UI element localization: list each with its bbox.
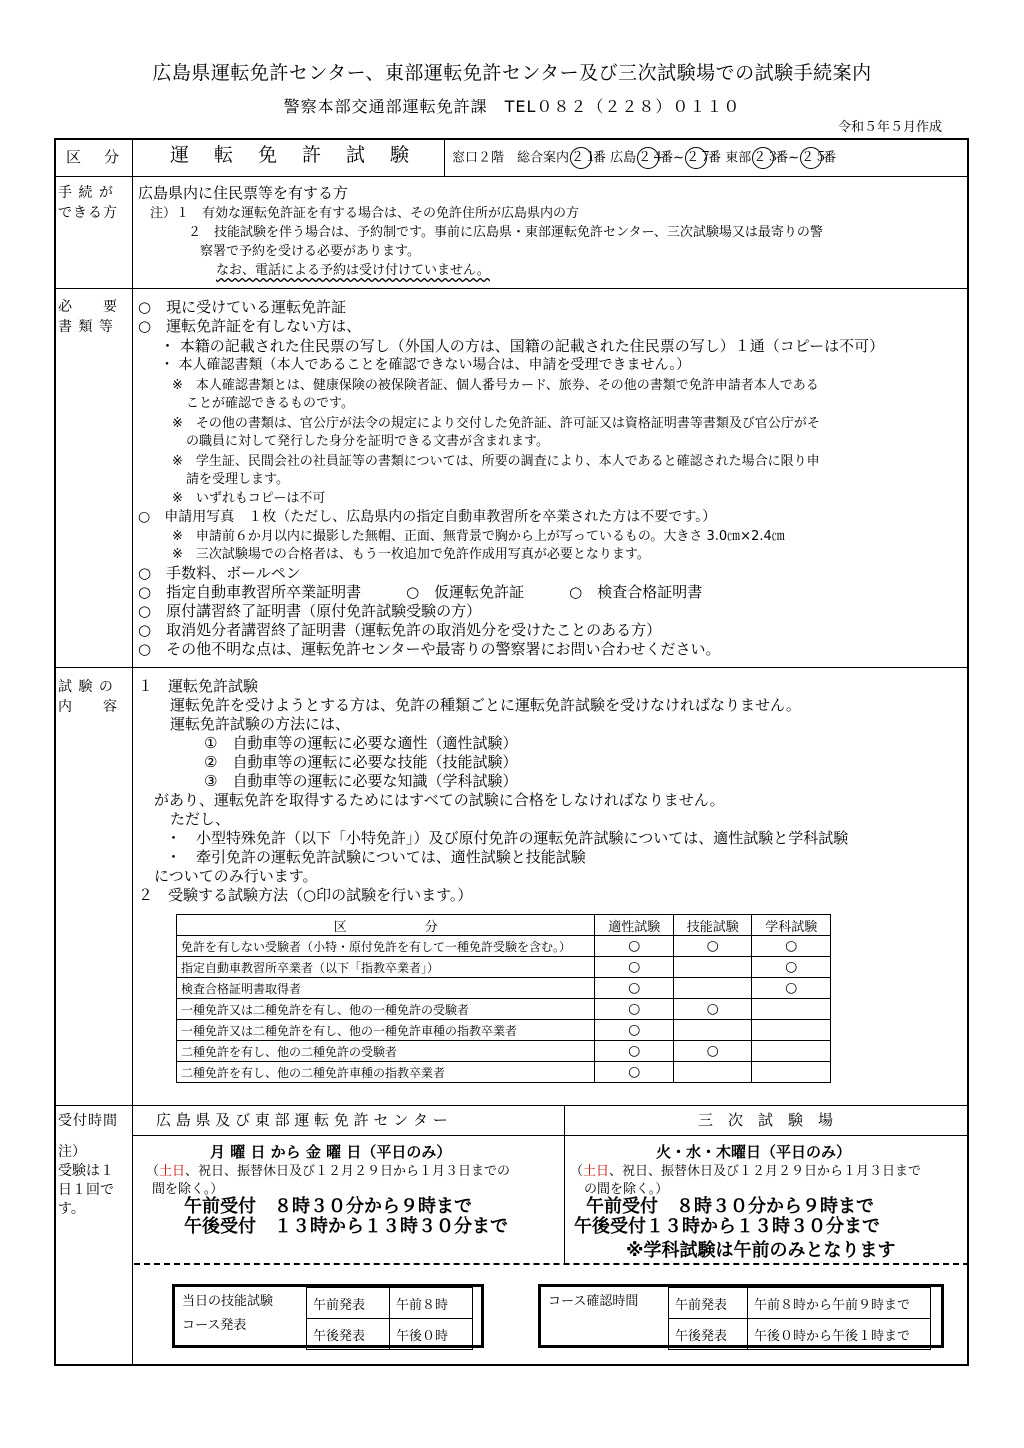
documents-label: 書 類 等 xyxy=(58,319,114,335)
table-cell-mark: ○ xyxy=(595,957,674,978)
table-cell-mark: ○ xyxy=(673,1041,752,1062)
course-check-label: コース確認時間 xyxy=(548,1294,639,1309)
eligibility-line: ２ 技能試験を伴う場合は、予約制です。事前に広島県・東部運転免許センター、三次試験場又は最寄りの警 xyxy=(188,225,823,240)
reception-note: 注） xyxy=(58,1144,86,1160)
table-cell-mark: ○ xyxy=(752,957,831,978)
content-line: ① 自動車等の運転に必要な適性（適性試験） xyxy=(204,734,518,752)
skill-course-label: 当日の技能試験 xyxy=(182,1294,274,1309)
document-line: ○ 原付講習終了証明書（原付免許試験受験の方） xyxy=(138,602,482,620)
content-line: ③ 自動車等の運転に必要な知識（学科試験） xyxy=(204,772,518,790)
documents-label: 必 要 xyxy=(58,299,118,315)
table-cell-mark xyxy=(673,957,752,978)
weekend-red: 土日 xyxy=(159,1164,186,1179)
table-cell-mark xyxy=(752,999,831,1020)
right-am-hours: 午前受付 ８時３０分から９時まで xyxy=(586,1196,874,1217)
left-pm-hours: 午後受付 １３時から１３時３０分まで xyxy=(184,1216,508,1237)
table-row xyxy=(177,978,831,999)
document-line: ○ 指定自動車教習所卒業証明書 ○ 仮運転免許証 ○ 検査合格証明書 xyxy=(138,583,703,601)
label-column-divider xyxy=(132,138,133,1366)
document-line: ※ 本人確認書類とは、健康保険の被保険者証、個人番号カード、旅券、その他の書類で免許申請者本人である xyxy=(172,378,819,393)
table-cell-mark: ○ xyxy=(595,978,674,999)
course-cell: 午後０時 xyxy=(390,1319,473,1350)
document-line: ※ 申請前６か月以内に撮影した無帽、正面、無背景で胸から上が写っているもの。大きさ 3.0㎝×2.4㎝ xyxy=(172,529,785,544)
table-cell-mark xyxy=(752,1041,831,1062)
document-line: 請を受理します。 xyxy=(186,472,289,487)
reception-note: す。 xyxy=(58,1201,85,1217)
column-divider xyxy=(444,138,445,176)
window-prefix: 窓口２階 総合案内 xyxy=(452,150,570,166)
exam-method-table xyxy=(176,914,831,1083)
table-header-test: 技能試験 xyxy=(673,915,752,936)
content-line: １ 運転免許試験 xyxy=(138,677,259,695)
row-divider xyxy=(54,176,969,177)
created-date: 令和５年５月作成 xyxy=(837,120,942,135)
course-cell: 午前発表 xyxy=(307,1288,390,1319)
window-info xyxy=(452,147,836,169)
table-row xyxy=(177,999,831,1020)
left-am-hours: 午前受付 ８時３０分から９時まで xyxy=(184,1196,472,1217)
window-sep: 番 xyxy=(823,150,837,166)
content-line: ただし、 xyxy=(170,810,231,828)
window-sep: 番~ xyxy=(775,150,800,166)
table-cell-mark: ○ xyxy=(752,936,831,957)
table-row xyxy=(177,1062,831,1083)
content-line: 運転免許試験の方法には、 xyxy=(170,715,351,733)
table-cell-mark: ○ xyxy=(673,999,752,1020)
document-line: ○ 申請用写真 １枚（ただし、広島県内の指定自動車教習所を卒業された方は不要です。） xyxy=(138,509,717,525)
content-label: 試 験 の xyxy=(58,679,114,695)
right-center-heading: 三 次 試 験 場 xyxy=(698,1111,834,1129)
window-sep: 番~ xyxy=(660,150,685,166)
column-divider xyxy=(564,1105,565,1263)
window-number-27: ２７ xyxy=(685,147,707,169)
exam-heading: 運 転 免 許 試 験 xyxy=(170,144,413,166)
left-holidays-cont: 間を除く。） xyxy=(152,1182,224,1197)
left-center-heading: 広 島 県 及 び 東 部 運 転 免 許 セ ン タ ー xyxy=(156,1111,448,1129)
course-cell: 午後発表 xyxy=(669,1319,748,1350)
table-cell-category: 指定自動車教習所卒業者（以下「指教卒業者」） xyxy=(177,957,595,978)
content-line: があり、運転免許を取得するためにはすべての試験に合格をしなければなりません。 xyxy=(154,791,725,809)
table-cell-category: 二種免許を有し、他の二種免許の受験者 xyxy=(177,1041,595,1062)
document-line: ○ 現に受けている運転免許証 xyxy=(138,298,347,316)
course-check-table xyxy=(668,1287,931,1350)
table-cell-mark: ○ xyxy=(595,1041,674,1062)
right-holidays-cont: の間を除く。） xyxy=(584,1182,669,1197)
page-title: 広島県運転免許センター、東部運転免許センター及び三次試験場での試験手続案内 xyxy=(152,62,872,84)
table-cell-mark: ○ xyxy=(673,936,752,957)
row-divider xyxy=(132,1135,969,1136)
course-cell: 午前８時 xyxy=(390,1288,473,1319)
table-cell-mark: ○ xyxy=(595,999,674,1020)
row-divider xyxy=(54,667,969,668)
dashed-divider xyxy=(134,1263,969,1265)
document-line: ・ 本籍の記載された住民票の写し（外国人の方は、国籍の記載された住民票の写し）１通（コピーは不可） xyxy=(160,337,885,355)
skill-course-label: コース発表 xyxy=(182,1318,247,1333)
window-sep: 番 東部 xyxy=(708,150,752,166)
right-days: 火・水・木曜日（平日のみ） xyxy=(656,1143,852,1161)
table-header-test: 適性試験 xyxy=(595,915,674,936)
content-line: ② 自動車等の運転に必要な技能（技能試験） xyxy=(204,753,518,771)
content-line: ２ 受験する試験方法（○印の試験を行います。） xyxy=(138,886,473,904)
document-line: ことが確認できるものです。 xyxy=(186,396,354,411)
table-row xyxy=(177,1020,831,1041)
window-sep: 番 広島 xyxy=(593,150,637,166)
weekend-red: 土日 xyxy=(583,1164,610,1179)
table-cell-category: 検査合格証明書取得者 xyxy=(177,978,595,999)
content-label: 内 容 xyxy=(58,699,118,715)
document-line: の職員に対して発行した身分を証明できる文書が含まれます。 xyxy=(186,434,549,449)
document-line: ○ 運転免許証を有しない方は、 xyxy=(138,317,362,335)
row-divider xyxy=(54,1105,969,1106)
right-holidays xyxy=(570,1163,921,1181)
table-cell-category: 一種免許又は二種免許を有し、他の一種免許車種の指教卒業者 xyxy=(177,1020,595,1041)
document-line: ※ 三次試験場での合格者は、もう一枚追加で免許作成用写真が必要となります。 xyxy=(172,547,650,562)
course-cell: 午後発表 xyxy=(307,1319,390,1350)
document-line: ※ いずれもコピーは不可 xyxy=(172,491,326,506)
table-cell-category: 二種免許を有し、他の二種免許車種の指教卒業者 xyxy=(177,1062,595,1083)
eligibility-line: 注）１ 有効な運転免許証を有する場合は、その免許住所が広島県内の方 xyxy=(150,206,580,221)
holidays-text: 、祝日、振替休日及び１２月２９日から１月３日までの xyxy=(185,1164,511,1179)
category-label: 区 分 xyxy=(66,148,124,166)
course-cell: 午後０時から午後１時まで xyxy=(748,1319,931,1350)
paren: （ xyxy=(146,1164,160,1179)
table-cell-mark xyxy=(752,1020,831,1041)
content-line: ・ 小型特殊免許（以下「小特免許」）及び原付免許の運転免許試験については、適性試験と学科試験 xyxy=(166,829,849,847)
table-row xyxy=(177,957,831,978)
table-cell-mark xyxy=(673,1062,752,1083)
table-cell-mark: ○ xyxy=(595,936,674,957)
document-line: ○ 手数料、ボールペン xyxy=(138,564,301,582)
right-pm-hours: 午後受付１３時から１３時３０分まで xyxy=(574,1216,880,1237)
eligibility-label: 手 続 が xyxy=(58,185,114,201)
table-cell-mark: ○ xyxy=(595,1020,674,1041)
table-cell-category: 免許を有しない受験者（小特・原付免許を有して一種免許受験を含む。） xyxy=(177,936,595,957)
window-number-25: ２５ xyxy=(800,147,822,169)
content-line: 運転免許を受けようとする方は、免許の種類ごとに運転免許試験を受けなければなりません。 xyxy=(170,696,801,714)
eligibility-label: できる方 xyxy=(58,205,118,221)
table-cell-mark: ○ xyxy=(752,978,831,999)
eligibility-line: 察署で予約を受ける必要があります。 xyxy=(200,244,420,259)
table-cell-mark xyxy=(673,1020,752,1041)
paren: （ xyxy=(570,1164,584,1179)
table-header-test: 学科試験 xyxy=(752,915,831,936)
content-line: ・ 牽引免許の運転免許試験については、適性試験と技能試験 xyxy=(166,848,586,866)
department-contact: 警察本部交通部運転免許課 TEL０８２（２２８）０１１０ xyxy=(283,97,741,116)
content-line: についてのみ行います。 xyxy=(154,867,318,885)
reception-note: 受験は１ xyxy=(58,1163,114,1179)
document-line: ※ その他の書類は、官公庁が法令の規定により交付した免許証、許可証又は資格証明書等書類及び官公庁がそ xyxy=(172,416,820,431)
table-cell-mark: ○ xyxy=(595,1062,674,1083)
document-line: ○ その他不明な点は、運転免許センターや最寄りの警察署にお問い合わせください。 xyxy=(138,640,721,658)
course-cell: 午前発表 xyxy=(669,1288,748,1319)
course-cell: 午前８時から午前９時まで xyxy=(748,1288,931,1319)
reception-label: 受付時間 xyxy=(58,1113,118,1129)
table-row xyxy=(177,1041,831,1062)
window-number-23: ２３ xyxy=(752,147,774,169)
left-days: 月 曜 日 から 金 曜 日（平日のみ） xyxy=(210,1143,452,1161)
document-line: ※ 学生証、民間会社の社員証等の書類については、所要の調査により、本人であると確認された場合に限り申 xyxy=(172,454,820,469)
eligibility-line: 広島県内に住民票等を有する方 xyxy=(138,184,349,202)
left-holidays xyxy=(146,1163,510,1181)
window-number-21: ２１ xyxy=(570,147,592,169)
reception-note: 日１回で xyxy=(58,1182,114,1198)
table-header-category: 区 分 xyxy=(177,915,595,936)
window-number-24: ２４ xyxy=(637,147,659,169)
table-cell-mark xyxy=(752,1062,831,1083)
document-line: ・ 本人確認書類（本人であることを確認できない場合は、申請を受理できません。） xyxy=(160,357,691,373)
skill-course-table xyxy=(306,1287,473,1350)
holidays-text: 、祝日、振替休日及び１２月２９日から１月３日まで xyxy=(609,1164,922,1179)
table-row xyxy=(177,936,831,957)
right-written-test-note: ※学科試験は午前のみとなります xyxy=(626,1240,896,1261)
table-cell-category: 一種免許又は二種免許を有し、他の一種免許の受験者 xyxy=(177,999,595,1020)
document-line: ○ 取消処分者講習終了証明書（運転免許の取消処分を受けたことのある方） xyxy=(138,621,662,639)
eligibility-note: なお、電話による予約は受け付けていません。 xyxy=(216,263,490,278)
table-cell-mark xyxy=(673,978,752,999)
row-divider xyxy=(54,288,969,289)
